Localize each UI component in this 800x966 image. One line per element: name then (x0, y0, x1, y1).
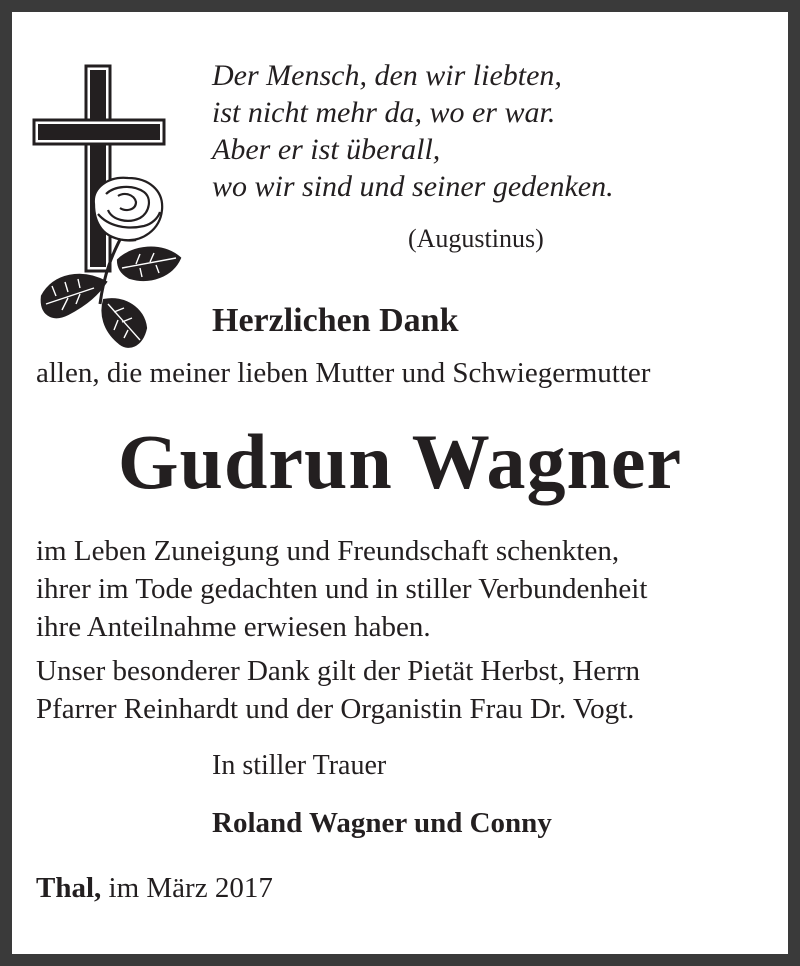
cross-icon (34, 66, 164, 271)
place: Thal, (36, 872, 102, 904)
body-line: ihre Anteilnahme erwiesen haben. (36, 611, 431, 643)
quote-line: Der Mensch, den wir liebten, (212, 59, 562, 92)
quote-line: wo wir sind und seiner gedenken. (212, 170, 614, 203)
obituary-card (12, 12, 788, 954)
signers: Roland Wagner und Conny (212, 807, 552, 839)
intro-text: allen, die meiner lieben Mutter und Schwiegermutter (36, 357, 651, 389)
epitaph-quote (212, 57, 614, 205)
cross-rose-emblem (32, 64, 192, 354)
rose-icon (42, 178, 180, 347)
quote-source: (Augustinus) (408, 224, 544, 253)
thanks-line: Unser besonderer Dank gilt der Pietät Herbst, Herrn (36, 655, 640, 687)
quote-line: Aber er ist überall, (212, 133, 441, 166)
date: im März 2017 (108, 872, 273, 904)
body-line: ihrer im Tode gedachten und in stiller Verbundenheit (36, 573, 648, 605)
quote-line: ist nicht mehr da, wo er war. (212, 96, 556, 129)
closing-text: In stiller Trauer (212, 750, 387, 781)
thanks-line: Pfarrer Reinhardt und der Organistin Frau Dr. Vogt. (36, 693, 635, 725)
place-date (36, 872, 273, 905)
deceased-name: Gudrun Wagner (117, 418, 683, 505)
body-text (36, 532, 764, 728)
body-line: im Leben Zuneigung und Freundschaft schenkten, (36, 535, 620, 567)
heading: Herzlichen Dank (212, 302, 459, 339)
